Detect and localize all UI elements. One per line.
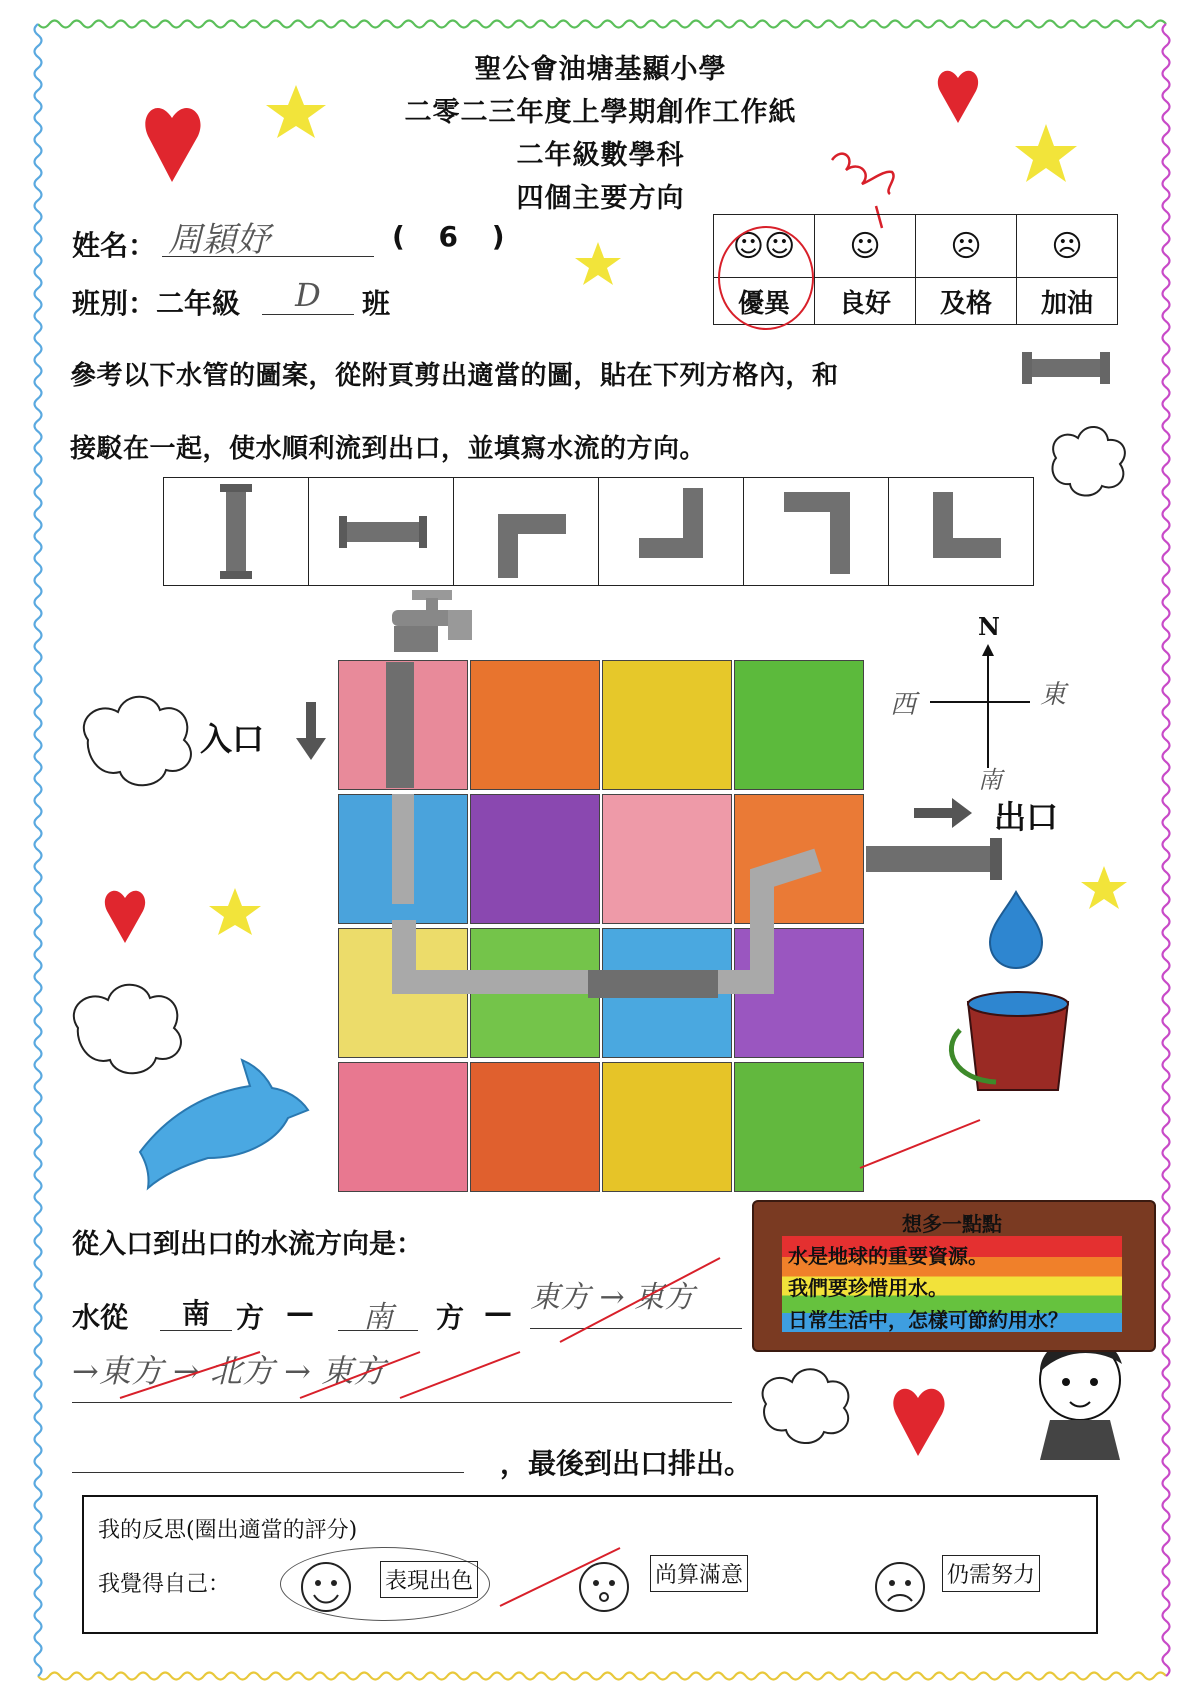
- compass-east: 東: [1040, 680, 1067, 710]
- happy-face-icon: [296, 1553, 356, 1617]
- school-name: 聖公會油塘基顯小學: [474, 54, 727, 85]
- instruction-line-2: 接駁在一起，使水順利流到出口，並填寫水流的方向。: [70, 434, 707, 464]
- tip-line-3: 日常生活中，怎樣可節約用水？: [788, 1308, 1068, 1332]
- reflection-prompt: 我覺得自己：: [98, 1572, 231, 1597]
- class-label: 班別：二年級: [72, 287, 241, 320]
- class-value: D: [295, 276, 321, 314]
- compass-north: N: [978, 612, 1000, 641]
- answer-1: 南: [181, 1297, 210, 1330]
- rating-face-good: ☺: [815, 215, 916, 278]
- name-label: 姓名：: [72, 229, 157, 262]
- tip-line-1: 水是地球的重要資源。: [788, 1244, 988, 1268]
- reflection-option-improve[interactable]: 仍需努力: [942, 1555, 1040, 1592]
- flow-question: 從入口到出口的水流方向是：: [72, 1229, 423, 1260]
- rating-good[interactable]: 良好: [815, 278, 916, 325]
- rating-face-pass: ☹: [916, 215, 1017, 278]
- tip-line-2: 我們要珍惜用水。: [788, 1276, 948, 1300]
- entrance-label: 入口: [200, 720, 265, 758]
- tip-scroll: [752, 1200, 1152, 1348]
- rating-try[interactable]: 加油: [1017, 278, 1118, 325]
- answer-arrow-2: —: [484, 1296, 512, 1329]
- answer-3: 東方 → 東方: [530, 1280, 695, 1315]
- subject-title: 二年級數學科: [516, 140, 685, 171]
- compass-south: 南: [978, 766, 1002, 794]
- answer-start: 水從: [72, 1301, 129, 1334]
- class-suffix: 班: [362, 287, 391, 320]
- student-number: ( 6 ): [392, 220, 517, 253]
- exit-label: 出口: [994, 798, 1059, 836]
- compass-west: 西: [890, 690, 917, 720]
- answer-2: 南: [363, 1300, 393, 1335]
- rating-face-try: ☹: [1017, 215, 1118, 278]
- rating-face-excellent: ☺☺: [714, 215, 815, 278]
- name-value: 周穎妤: [168, 220, 270, 260]
- worried-face-icon: [870, 1553, 930, 1617]
- rating-excellent[interactable]: 優異: [714, 278, 815, 325]
- neutral-face-icon: [574, 1553, 634, 1617]
- answer-line-2: →東方 → 北方 → 東方: [72, 1352, 386, 1390]
- answer-ending: ，最後到出口排出。: [500, 1447, 753, 1480]
- topic-title: 四個主要方向: [516, 183, 685, 214]
- rating-pass[interactable]: 及格: [916, 278, 1017, 325]
- answer-fang-1: 方: [236, 1301, 265, 1334]
- instruction-line-1: 參考以下水管的圖案，從附頁剪出適當的圖，貼在下列方格內，和: [70, 361, 839, 391]
- reflection-title: 我的反思(圈出適當的評分): [98, 1518, 358, 1543]
- tip-title: 想多一點點: [902, 1212, 1002, 1236]
- reflection-box: [82, 1495, 1098, 1634]
- reflection-option-excellent[interactable]: 表現出色: [380, 1561, 478, 1598]
- answer-arrow-1: —: [286, 1296, 314, 1329]
- reflection-option-satisfied[interactable]: 尚算滿意: [650, 1555, 748, 1592]
- term-title: 二零二三年度上學期創作工作紙: [404, 97, 797, 128]
- answer-fang-2: 方: [436, 1301, 465, 1334]
